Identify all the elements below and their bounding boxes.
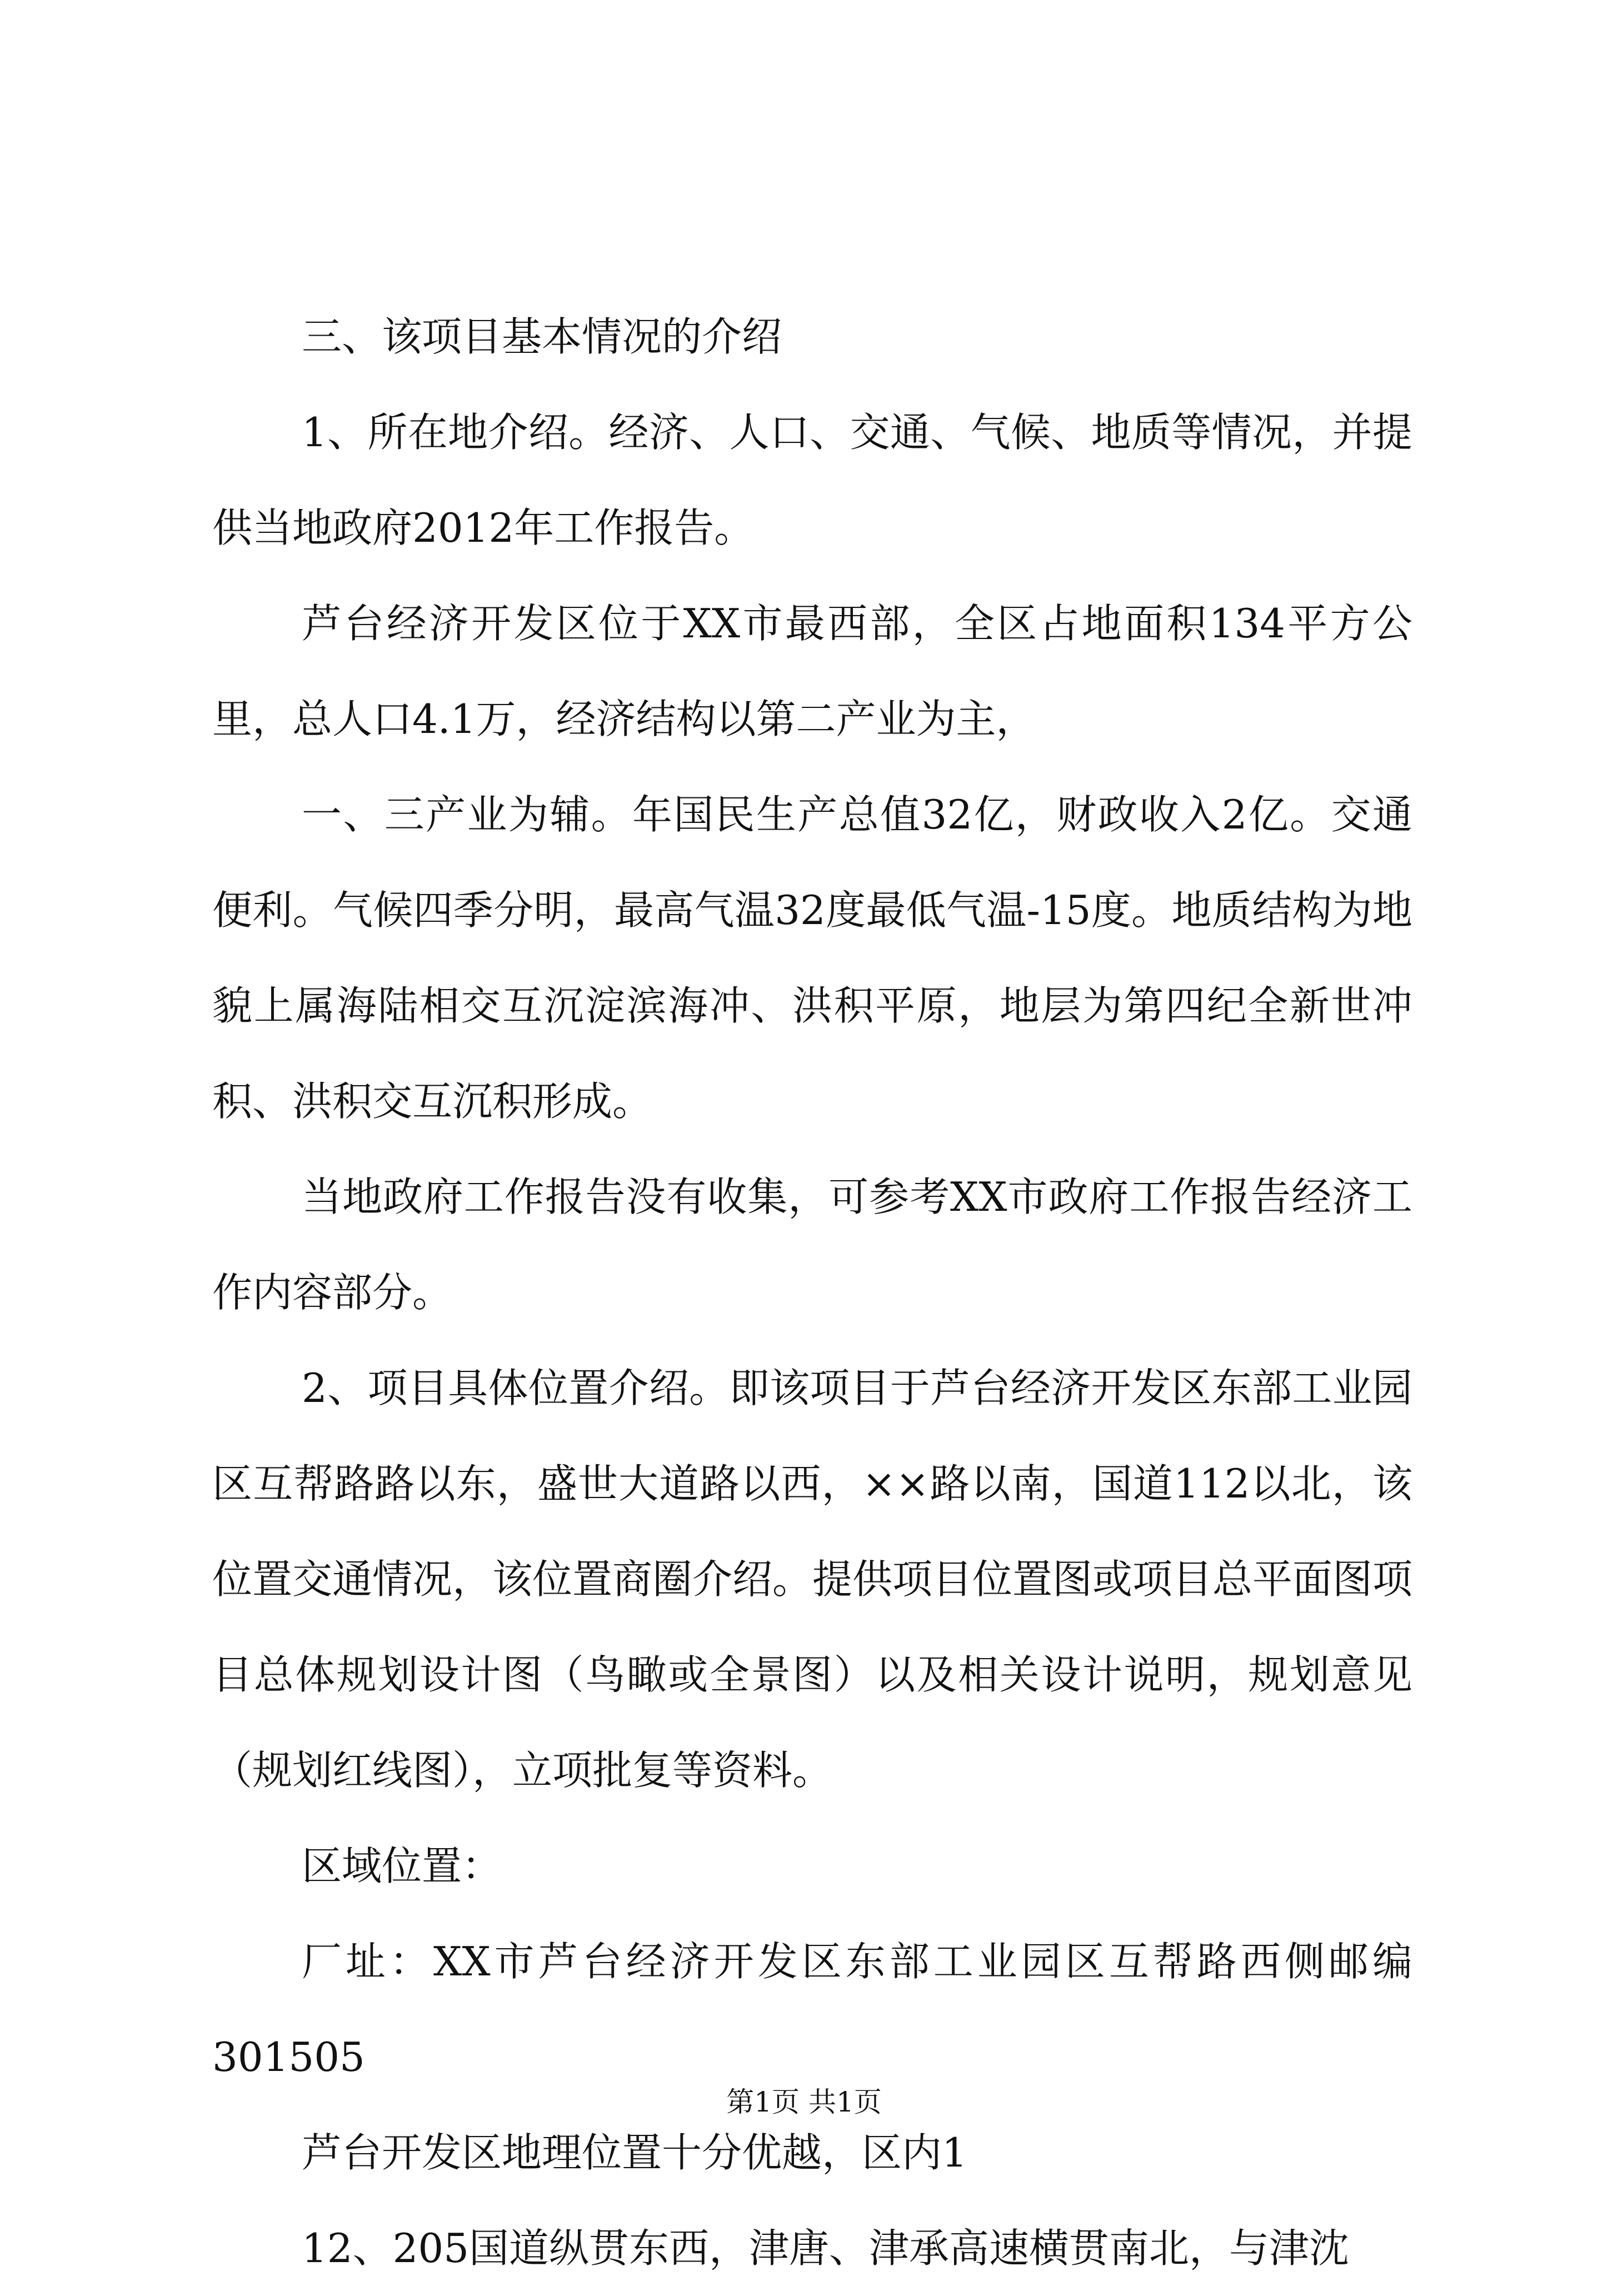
paragraph-economy-climate: 一、三产业为辅。年国民生产总值32亿，财政收入2亿。交通便利。气候四季分明，最高气温32度最低气温-15度。地质结构为地貌上属海陆相交互沉淀滨海冲、洪积平原，地层为第四纪全新世冲积、洪积交互沉积形成。 [212,791,1412,1125]
paragraph-project-position: 2、项目具体位置介绍。即该项目于芦台经济开发区东部工业园区互帮路路以东，盛世大道路以西，××路以南，国道112以北，该位置交通情况，该位置商圈介绍。提供项目位置图或项目总平面图项目总体规划设计图（鸟瞰或全景图）以及相关设计说明，规划意见（规划红线图），立项批复等资料。 [212,1365,1413,1794]
paragraph-location-intro: 1、所在地介绍。经济、人口、交通、气候、地质等情况，并提供当地政府2012年工作报告。 [212,409,1412,551]
paragraph-district-overview: 芦台经济开发区位于XX市最西部，全区占地面积134平方公里，总人口4.1万，经济结构以第二产业为主， [212,600,1412,742]
section-heading: 三、该项目基本情况的介绍 [302,313,782,360]
paragraph-factory-address: 厂址：XX市芦台经济开发区东部工业园区互帮路西侧邮编301505 [212,1938,1412,2080]
paragraph-geography: 芦台开发区地理位置十分优越，区内1 [302,2129,967,2176]
paragraph-region-heading: 区域位置： [302,1843,502,1889]
page-number-footer: 第1页 共1页 [726,2086,882,2118]
document-body [212,289,1412,2296]
paragraph-highways: 12、205国道纵贯东西，津唐、津承高速横贯南北，与津沈 [302,2225,1350,2272]
paragraph-government-report: 当地政府工作报告没有收集，可参考XX市政府工作报告经济工作内容部分。 [212,1174,1412,1316]
